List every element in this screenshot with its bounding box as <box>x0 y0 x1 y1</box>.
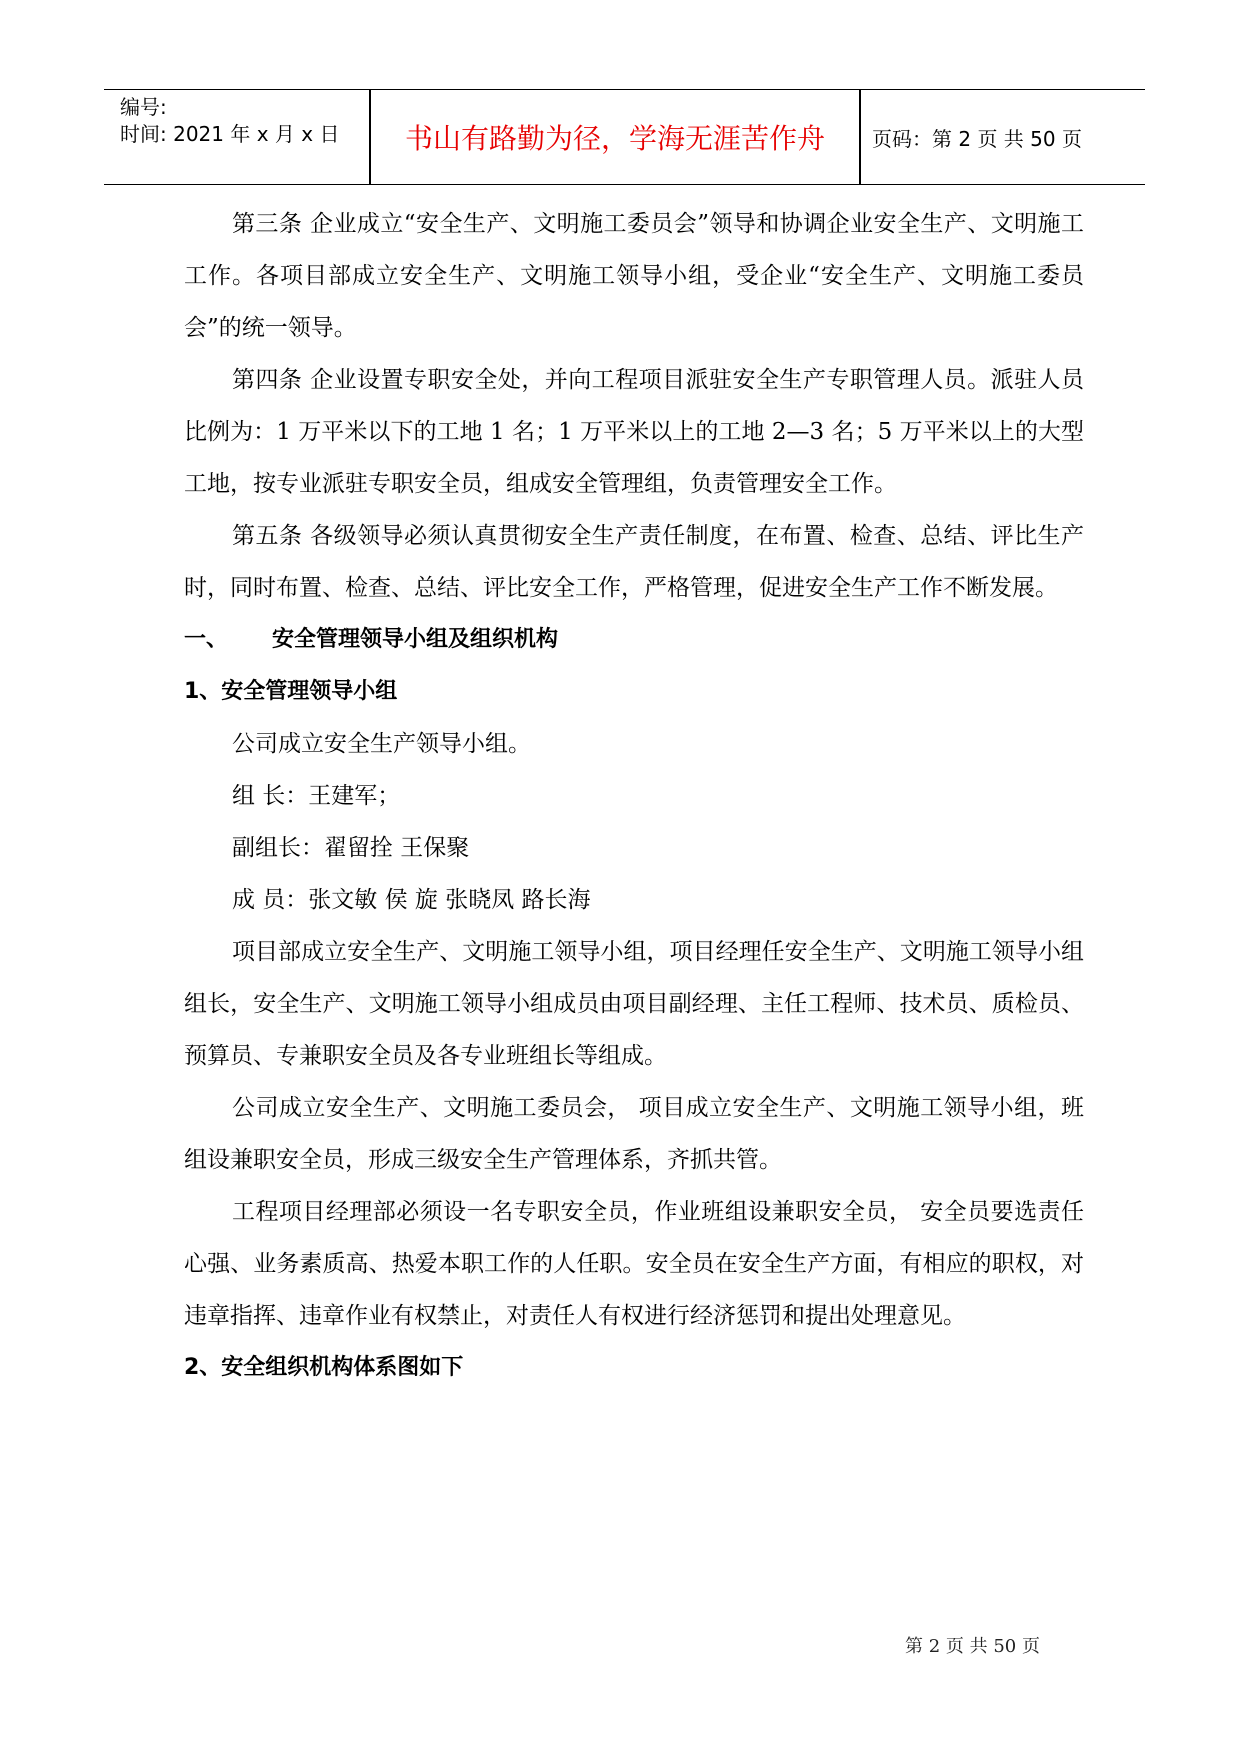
team-leader: 组 长：王建军； <box>232 783 401 809</box>
document-number-label: 编号: <box>120 95 167 119</box>
team-members: 成 员：张文敏 侯 旋 张晓凤 路长海 <box>232 887 591 913</box>
article-4: 第四条 企业设置专职安全处，并向工程项目派驻安全生产专职管理人员。派驻人员比例为：1 万平米以下的工地 1 名；1 万平米以上的工地 2—3 名；5 万平米以上的大型工地，按专业派驻专职安全员，组成安全管理组，负责管理安全工作。 <box>184 367 1084 497</box>
team-deputy: 副组长：翟留拴 王保聚 <box>232 835 470 861</box>
paragraph: 工程项目经理部必须设一名专职安全员，作业班组设兼职安全员， 安全员要选责任心强、业务素质高、热爱本职工作的人任职。安全员在安全生产方面，有相应的职权，对违章指挥、违章作业有权禁止，对责任人有权进行经济惩罚和提出处理意见。 <box>184 1199 1084 1329</box>
paragraph: 公司成立安全生产领导小组。 <box>232 731 531 757</box>
section-heading <box>184 614 1084 666</box>
section-number: 一、 <box>184 627 229 652</box>
header-divider <box>859 90 861 184</box>
paragraph: 公司成立安全生产、文明施工委员会， 项目成立安全生产、文明施工领导小组，班组设兼职安全员，形成三级安全生产管理体系，齐抓共管。 <box>184 1095 1084 1173</box>
subsection-heading: 2、安全组织机构体系图如下 <box>184 1355 464 1380</box>
header-motto: 书山有路勤为径，学海无涯苦作舟 <box>404 122 825 155</box>
subsection-heading: 1、安全管理领导小组 <box>184 679 398 704</box>
document-time: 时间: 2021 年 x 月 x 日 <box>120 122 340 146</box>
header-meta <box>118 90 368 184</box>
article-3: 第三条 企业成立“安全生产、文明施工委员会”领导和协调企业安全生产、文明施工工作。各项目部成立安全生产、文明施工领导小组，受企业“安全生产、文明施工委员会”的统一领导。 <box>184 211 1084 341</box>
page-footer: 第 2 页 共 50 页 <box>905 1636 1040 1657</box>
article-5: 第五条 各级领导必须认真贯彻安全生产责任制度，在布置、检查、总结、评比生产时，同时布置、检查、总结、评比安全工作，严格管理，促进安全生产工作不断发展。 <box>184 523 1084 601</box>
page-header <box>104 89 1145 185</box>
document-body <box>184 198 1084 1394</box>
header-divider <box>369 90 371 184</box>
section-title: 安全管理领导小组及组织机构 <box>272 627 559 652</box>
paragraph: 项目部成立安全生产、文明施工领导小组，项目经理任安全生产、文明施工领导小组组长，安全生产、文明施工领导小组成员由项目副经理、主任工程师、技术员、质检员、预算员、专兼职安全员及各专业班组长等组成。 <box>184 939 1084 1069</box>
header-page-number: 页码：第 2 页 共 50 页 <box>872 126 1082 151</box>
